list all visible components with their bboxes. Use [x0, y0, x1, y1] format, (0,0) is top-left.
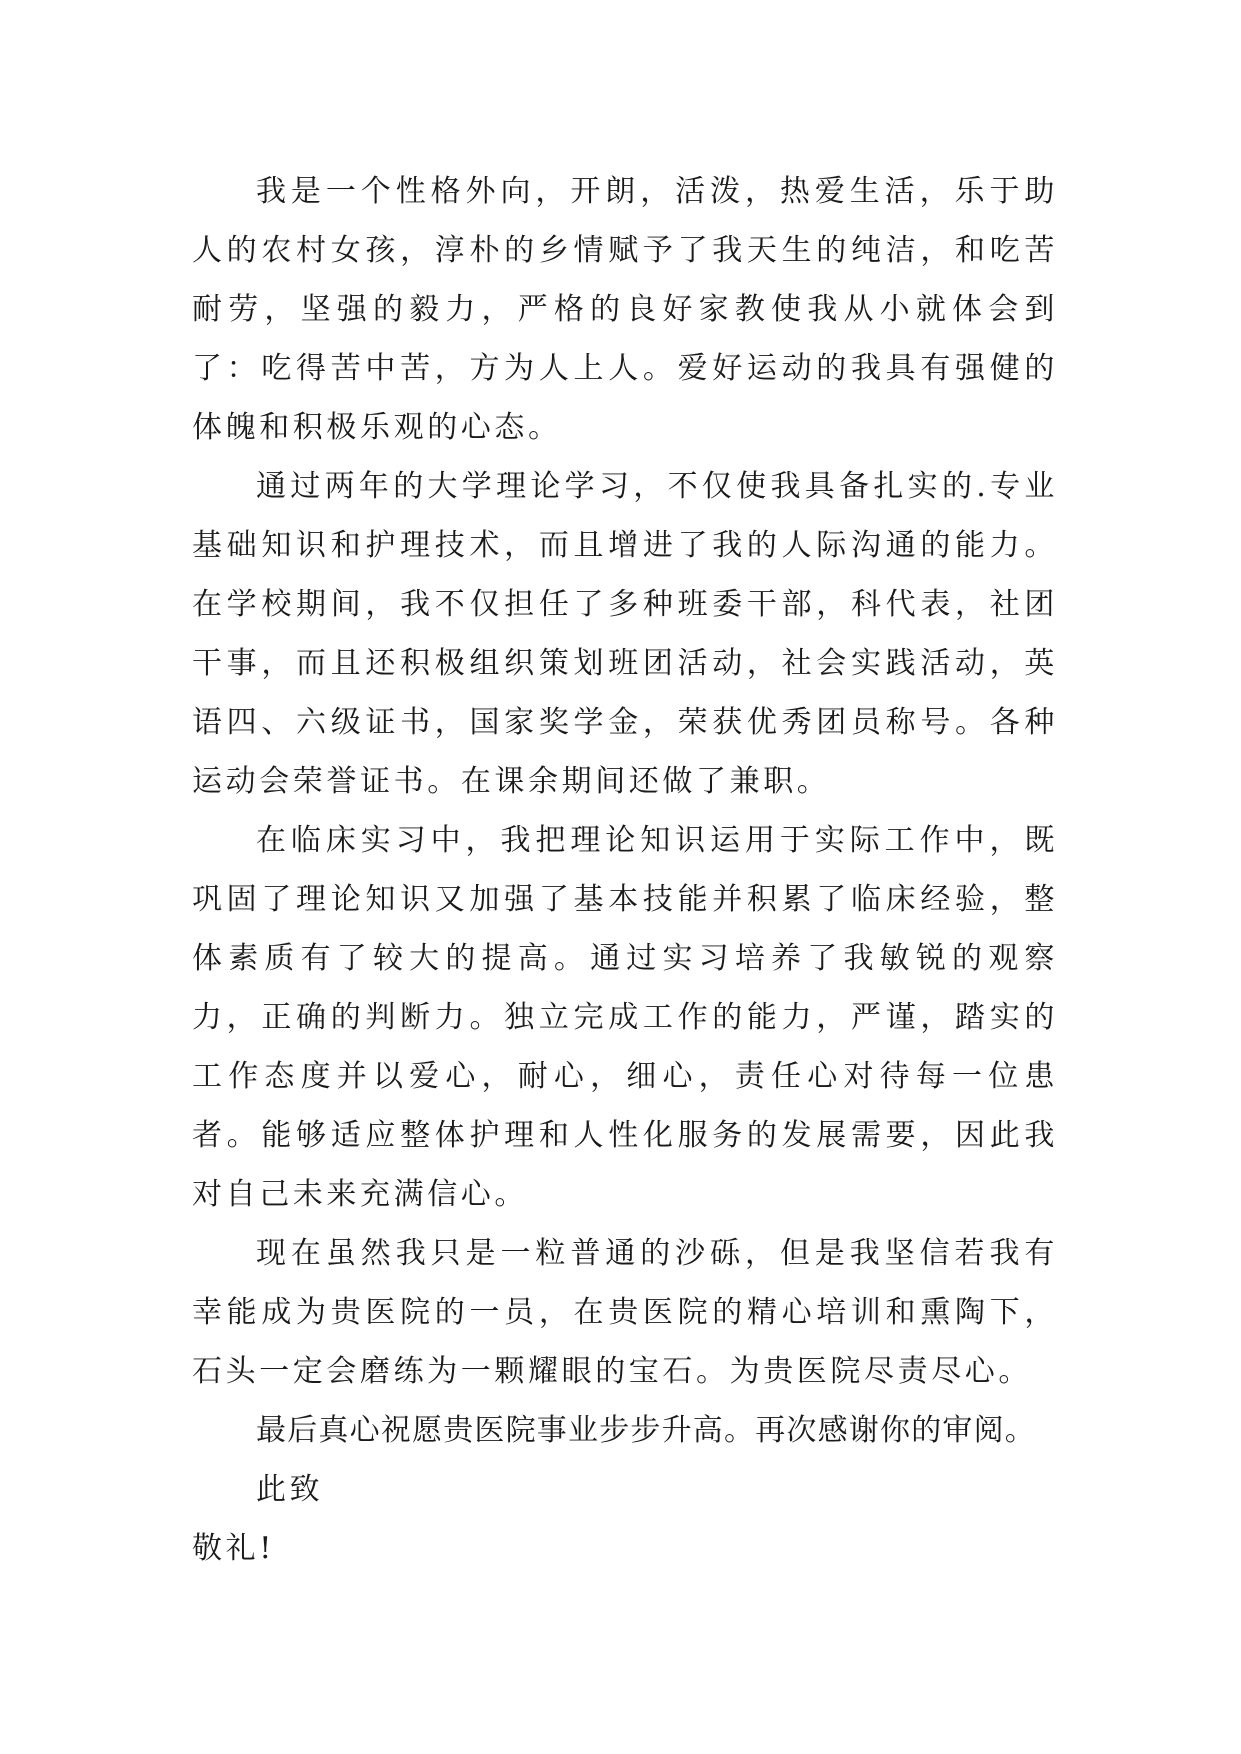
paragraph-self-introduction: 我是一个性格外向，开朗，活泼，热爱生活，乐于助人的农村女孩，淳朴的乡情赋予了我天生的纯洁，和吃苦耐劳，坚强的毅力，严格的良好家教使我从小就体会到了：吃得苦中苦，方为人上人。爱好运动的我具有强健的体魄和积极乐观的心态。: [192, 174, 1058, 445]
salutation: 敬礼!: [192, 1531, 275, 1566]
closing-phrase: 此致: [256, 1472, 324, 1507]
paragraph-university-study: 通过两年的大学理论学习，不仅使我具备扎实的.专业基础知识和护理技术，而且增进了我的人际沟通的能力。在学校期间，我不仅担任了多种班委干部，科代表，社团干事，而且还积极组织策划班团活动，社会实践活动，英语四、六级证书，国家奖学金，荣获优秀团员称号。各种运动会荣誉证书。在课余期间还做了兼职。: [192, 469, 1058, 799]
letter-body: [192, 162, 1058, 1578]
paragraph-best-wishes: 最后真心祝愿贵医院事业步步升高。再次感谢你的审阅。: [256, 1413, 1036, 1448]
paragraph-clinical-internship: 在临床实习中，我把理论知识运用于实际工作中，既巩固了理论知识又加强了基本技能并积累了临床经验，整体素质有了较大的提高。通过实习培养了我敏锐的观察力，正确的判断力。独立完成工作的能力，严谨，踏实的工作态度并以爱心，耐心，细心，责任心对待每一位患者。能够适应整体护理和人性化服务的发展需要，因此我对自己未来充满信心。: [192, 823, 1058, 1212]
paragraph-aspiration: 现在虽然我只是一粒普通的沙砾，但是我坚信若我有幸能成为贵医院的一员，在贵医院的精心培训和熏陶下，石头一定会磨练为一颗耀眼的宝石。为贵医院尽责尽心。: [192, 1236, 1058, 1389]
